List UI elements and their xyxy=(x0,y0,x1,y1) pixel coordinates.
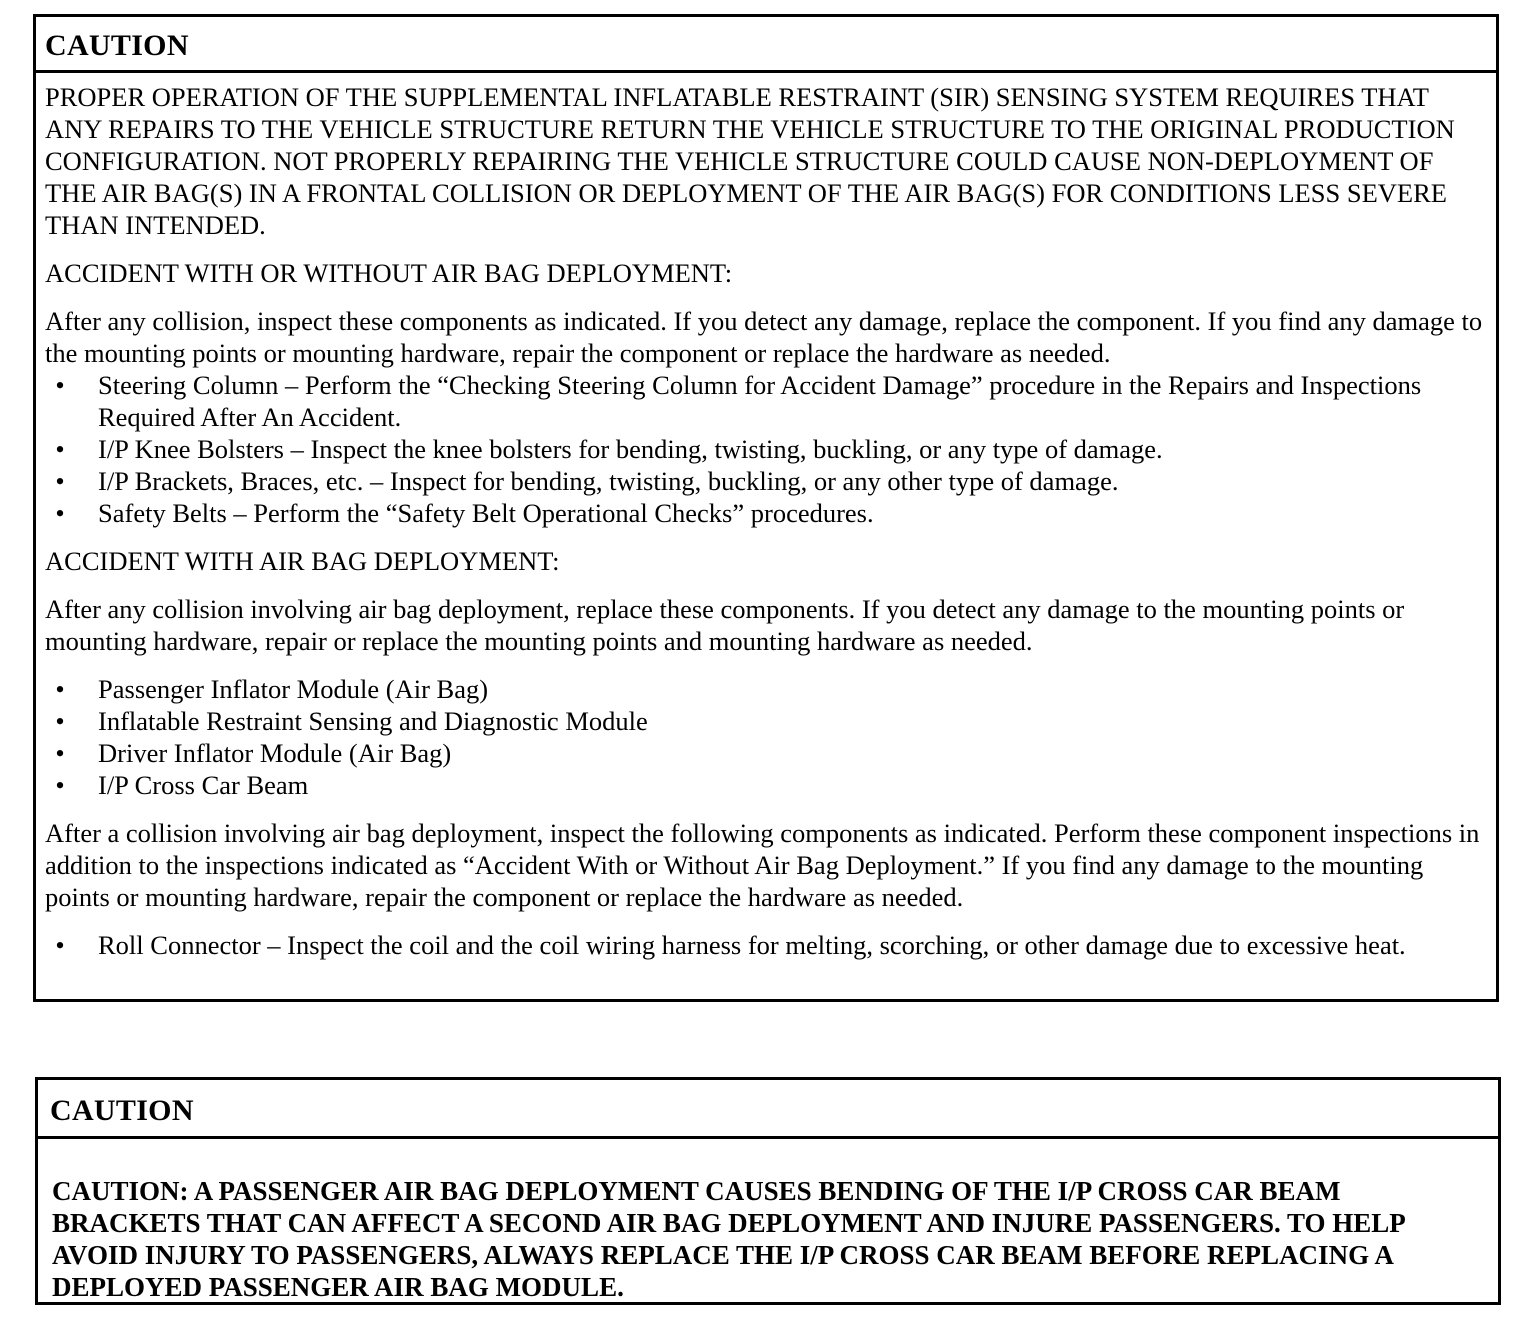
list-item: • Roll Connector – Inspect the coil and the coil wiring harness for melting, scorching, or other damage due to excessive heat. xyxy=(45,929,1484,961)
bullet-icon: • xyxy=(55,930,65,960)
caution-box-cross-car-beam xyxy=(35,1077,1501,1305)
list-item: • Steering Column – Perform the “Checking Steering Column for Accident Damage” procedure in the Repairs and Inspections Required After An Accident. xyxy=(45,369,1484,433)
list-item: • I/P Cross Car Beam xyxy=(45,769,1484,801)
bullet-icon: • xyxy=(55,370,65,400)
bullet-icon: • xyxy=(55,706,65,736)
section-text-after-deployment: After a collision involving air bag deployment, inspect the following components as indicated. Perform these component inspections in addition to the inspections indicated as “Accident With or Without Air Bag Deployment.” If you find any damage to the mounting points or mounting hardware, repair the component or replace the hardware as needed. xyxy=(45,818,1480,912)
list-item: • Inflatable Restraint Sensing and Diagnostic Module xyxy=(45,705,1484,737)
bullet-icon: • xyxy=(55,498,65,528)
bullet-icon: • xyxy=(55,770,65,800)
caution-text: CAUTION: A PASSENGER AIR BAG DEPLOYMENT CAUSES BENDING OF THE I/P CROSS CAR BEAM BRACKETS THAT CAN AFFECT A SECOND AIR BAG DEPLOYMENT AND INJURE PASSENGERS. TO HELP AVOID INJURY TO PASSENGERS, ALWAYS REPLACE THE I/P CROSS CAR BEAM BEFORE REPLACING A DEPLOYED PASSENGER AIR BAG MODULE. xyxy=(52,1176,1405,1302)
section-text-with-deployment: After any collision involving air bag deployment, replace these components. If you detect any damage to the mounting points or mounting hardware, repair or replace the mounting points and mounting hardware as needed. xyxy=(45,594,1405,656)
bullet-icon: • xyxy=(55,738,65,768)
list-item: • I/P Knee Bolsters – Inspect the knee bolsters for bending, twisting, buckling, or any type of damage. xyxy=(45,433,1484,465)
inspection-list-with-or-without-deployment xyxy=(45,369,1484,529)
caution-body xyxy=(36,73,1496,961)
bullet-icon: • xyxy=(55,466,65,496)
section-title-with-or-without-deployment: ACCIDENT WITH OR WITHOUT AIR BAG DEPLOYMENT: xyxy=(45,258,733,288)
section-title-with-deployment: ACCIDENT WITH AIR BAG DEPLOYMENT: xyxy=(45,546,560,576)
bullet-icon: • xyxy=(55,434,65,464)
caution-body xyxy=(38,1139,1498,1303)
caution-intro: PROPER OPERATION OF THE SUPPLEMENTAL INFLATABLE RESTRAINT (SIR) SENSING SYSTEM REQUIRES THAT ANY REPAIRS TO THE VEHICLE STRUCTURE RETURN THE VEHICLE STRUCTURE TO THE ORIGINAL PRODUCTION CONFIGURATION. NOT PROPERLY REPAIRING THE VEHICLE STRUCTURE COULD CAUSE NON-DEPLOYMENT OF THE AIR BAG(S) IN A FRONTAL COLLISION OR DEPLOYMENT OF THE AIR BAG(S) FOR CONDITIONS LESS SEVERE THAN INTENDED. xyxy=(45,82,1455,240)
section-text-with-or-without-deployment: After any collision, inspect these components as indicated. If you detect any damage, replace the component. If you find any damage to the mounting points or mounting hardware, repair the component or replace the hardware as needed. xyxy=(45,306,1483,368)
bullet-icon: • xyxy=(55,674,65,704)
caution-header: CAUTION xyxy=(36,17,1496,73)
caution-header: CAUTION xyxy=(38,1080,1498,1139)
list-item: • Safety Belts – Perform the “Safety Belt Operational Checks” procedures. xyxy=(45,497,1484,529)
replace-list-with-deployment xyxy=(45,673,1484,801)
caution-box-sir xyxy=(33,14,1499,1002)
list-item: • Passenger Inflator Module (Air Bag) xyxy=(45,673,1484,705)
list-item: • Driver Inflator Module (Air Bag) xyxy=(45,737,1484,769)
list-item: • I/P Brackets, Braces, etc. – Inspect for bending, twisting, buckling, or any other type of damage. xyxy=(45,465,1484,497)
inspection-list-after-deployment xyxy=(45,929,1484,961)
